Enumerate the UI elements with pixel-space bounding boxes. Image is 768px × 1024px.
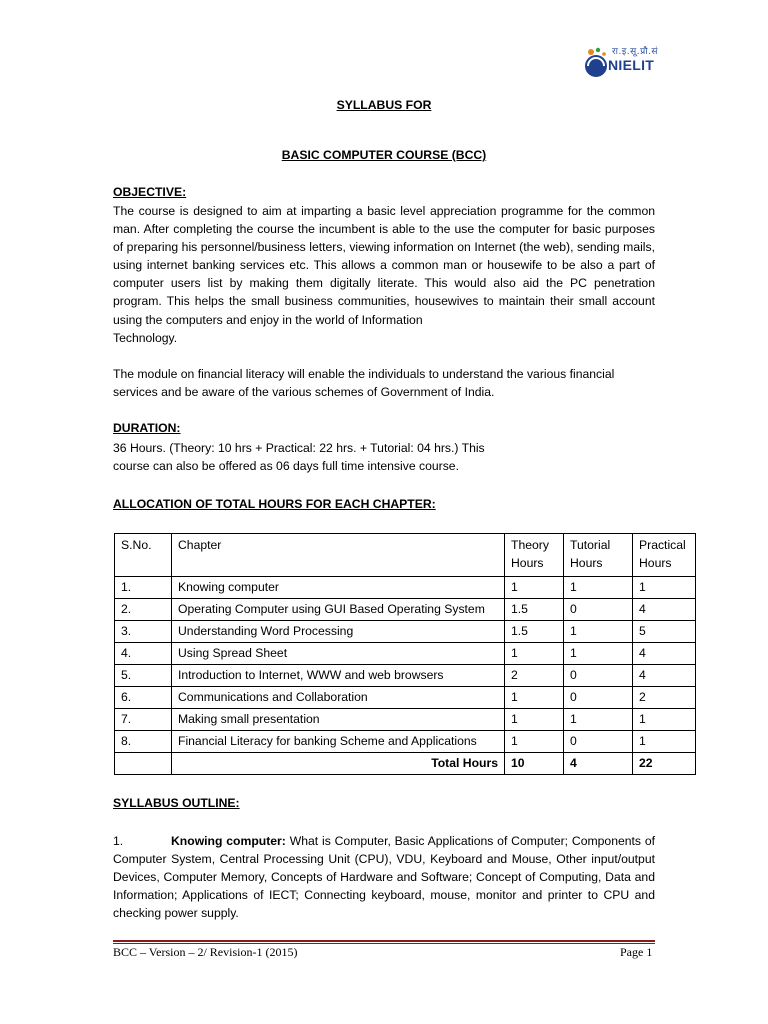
table-header-row xyxy=(115,534,696,577)
header-chapter: Chapter xyxy=(172,534,505,577)
nielit-logo xyxy=(582,44,670,84)
objective-paragraph-last-line: Technology. xyxy=(113,330,178,345)
outline-item-1 xyxy=(113,832,655,922)
outline-heading: SYLLABUS OUTLINE: xyxy=(113,796,240,810)
outline-item-title: Knowing computer: xyxy=(171,834,286,848)
header-practical-line2: Hours xyxy=(639,556,672,570)
objective-paragraph-text: The course is designed to aim at imparting a basic level appreciation programme for the common man. After completing the course the incumbent is able to the use the computer for basic purposes of preparing his personnel/business letters, viewing information on Internet (the web), sending mails, using internet banking services etc. This allows a common man or housewife to be also a part of computer users list by making them digitally literate. This would also aid the PC penetration program. This helps the small business communities, housewives to maintain their small account using the computers and enjoy in the world of Information xyxy=(113,204,655,327)
cell-chapter: Introduction to Internet, WWW and web browsers xyxy=(172,665,505,687)
table-row xyxy=(115,621,696,643)
cell-practical: 4 xyxy=(633,643,696,665)
objective-paragraph xyxy=(113,202,655,347)
cell-chapter: Making small presentation xyxy=(172,709,505,731)
footer-page-number: Page 1 xyxy=(620,945,653,959)
table-row xyxy=(115,665,696,687)
cell-theory: 1 xyxy=(505,709,564,731)
header-theory-line2: Hours xyxy=(511,556,544,570)
duration-line-1: 36 Hours. (Theory: 10 hrs + Practical: 22 hrs. + Tutorial: 04 hrs.) This xyxy=(113,441,485,455)
cell-theory: 2 xyxy=(505,665,564,687)
cell-tutorial: 1 xyxy=(564,709,633,731)
cell-chapter: Knowing computer xyxy=(172,577,505,599)
logo-name-text: NIELIT xyxy=(608,57,655,73)
document-subtitle: BASIC COMPUTER COURSE (BCC) xyxy=(281,148,487,162)
cell-tutorial: 0 xyxy=(564,687,633,709)
header-practical xyxy=(633,534,696,577)
table-row xyxy=(115,709,696,731)
cell-theory: 1 xyxy=(505,687,564,709)
duration-text xyxy=(113,439,655,475)
cell-sno: 3. xyxy=(115,621,172,643)
cell-tutorial: 0 xyxy=(564,731,633,753)
cell-sno: 6. xyxy=(115,687,172,709)
cell-sno: 5. xyxy=(115,665,172,687)
cell-tutorial: 1 xyxy=(564,577,633,599)
cell-theory: 1 xyxy=(505,731,564,753)
header-theory-line1: Theory xyxy=(511,538,549,552)
cell-theory: 1.5 xyxy=(505,621,564,643)
cell-sno: 1. xyxy=(115,577,172,599)
cell-tutorial: 1 xyxy=(564,643,633,665)
footer-rule xyxy=(113,940,655,942)
cell-sno: 7. xyxy=(115,709,172,731)
cell-total-theory: 10 xyxy=(505,753,564,775)
financial-literacy-text: The module on financial literacy will enable the individuals to understand the various financial xyxy=(113,367,615,381)
cell-total-practical: 22 xyxy=(633,753,696,775)
table-row xyxy=(115,643,696,665)
logo-hindi-text: रा.इ.सू.प्रौ.सं xyxy=(612,47,658,57)
footer-version: BCC – Version – 2/ Revision-1 (2015) xyxy=(113,945,298,959)
duration-line-2: course can also be offered as 06 days full time intensive course. xyxy=(113,459,459,474)
cell-practical: 1 xyxy=(633,709,696,731)
cell-sno: 2. xyxy=(115,599,172,621)
cell-practical: 1 xyxy=(633,577,696,599)
duration-heading: DURATION: xyxy=(113,421,181,435)
header-sno: S.No. xyxy=(115,534,172,577)
cell-theory: 1 xyxy=(505,643,564,665)
cell-practical: 4 xyxy=(633,599,696,621)
header-theory xyxy=(505,534,564,577)
cell-tutorial: 1 xyxy=(564,621,633,643)
cell-chapter: Financial Literacy for banking Scheme and Applications xyxy=(172,731,505,753)
cell-chapter: Using Spread Sheet xyxy=(172,643,505,665)
outline-item-text: What is Computer, Basic Applications of Computer; Components of Computer System, Central Processing Unit (CPU), VDU, Keyboard and Mouse, Other input/output Devices, Computer Memory, Concepts of Hardware and Software; Concept of Computing, Data and Information; Applications of IECT; Connecting keyboard, mouse, monitor and printer to CPU and checking power supply. xyxy=(113,834,656,921)
cell-chapter: Communications and Collaboration xyxy=(172,687,505,709)
allocation-table xyxy=(114,533,696,775)
table-row xyxy=(115,599,696,621)
cell-theory: 1.5 xyxy=(505,599,564,621)
financial-literacy-paragraph xyxy=(113,365,655,401)
cell-sno: 8. xyxy=(115,731,172,753)
cell-total-label: Total Hours xyxy=(172,753,505,775)
cell-sno: 4. xyxy=(115,643,172,665)
footer-rule-thin xyxy=(113,943,655,944)
header-tutorial-line1: Tutorial xyxy=(570,538,611,552)
cell-theory: 1 xyxy=(505,577,564,599)
header-tutorial-line2: Hours xyxy=(570,556,603,570)
cell-practical: 4 xyxy=(633,665,696,687)
header-practical-line1: Practical xyxy=(639,538,686,552)
cell-chapter: Operating Computer using GUI Based Operating System xyxy=(172,599,505,621)
table-row xyxy=(115,577,696,599)
cell-tutorial: 0 xyxy=(564,599,633,621)
objective-heading: OBJECTIVE: xyxy=(113,185,187,199)
financial-literacy-last-line: services and be aware of the various schemes of Government of India. xyxy=(113,385,495,400)
table-row xyxy=(115,731,696,753)
table-row xyxy=(115,687,696,709)
cell-total-empty xyxy=(115,753,172,775)
outline-item-number: 1. xyxy=(113,834,124,848)
cell-practical: 2 xyxy=(633,687,696,709)
cell-chapter: Understanding Word Processing xyxy=(172,621,505,643)
cell-tutorial: 0 xyxy=(564,665,633,687)
cell-practical: 1 xyxy=(633,731,696,753)
cell-total-tutorial: 4 xyxy=(564,753,633,775)
header-tutorial xyxy=(564,534,633,577)
cell-practical: 5 xyxy=(633,621,696,643)
allocation-heading: ALLOCATION OF TOTAL HOURS FOR EACH CHAPTER: xyxy=(113,497,436,511)
document-title: SYLLABUS FOR xyxy=(336,98,432,112)
table-total-row xyxy=(115,753,696,775)
